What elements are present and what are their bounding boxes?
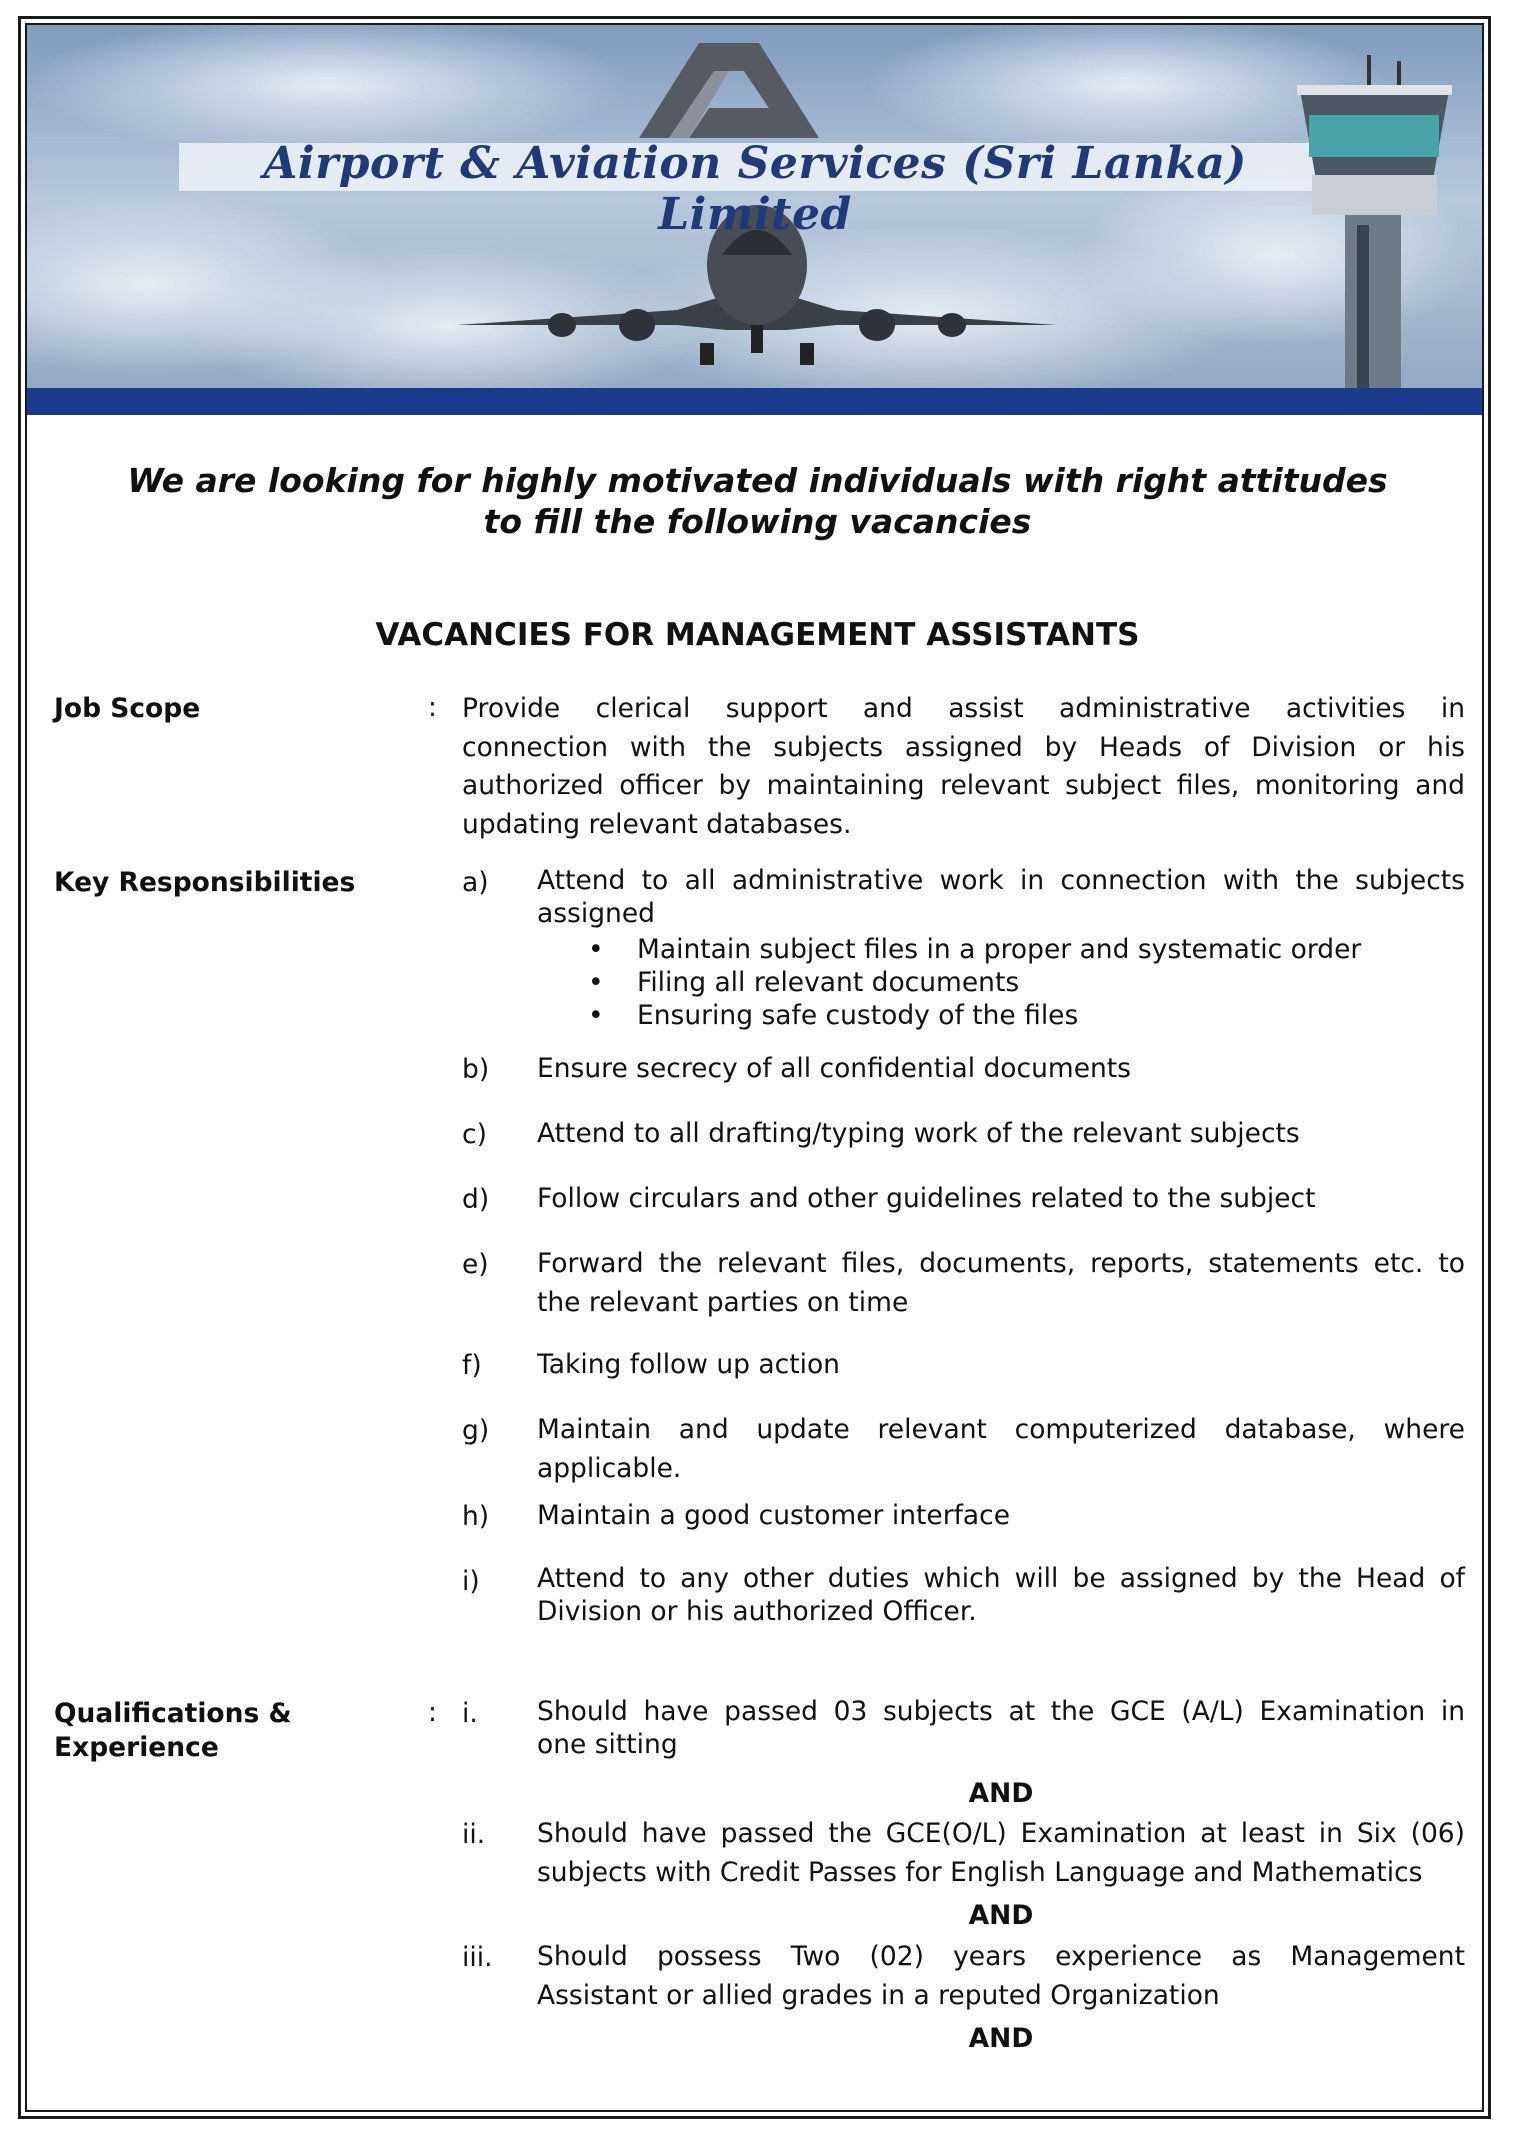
sub-bullet-item: Ensuring safe custody of the files [637,1000,1079,1031]
responsibility-item: Taking follow up action [537,1349,840,1380]
qualification-item: Should have passed 03 subjects at the GCE (A/L) Examination in one sitting [537,1696,1465,1760]
job-scope-text [462,690,1465,844]
job-scope-line: authorized officer by maintaining relevant subject files, monitoring and [462,770,1465,801]
bullet-icon: • [588,967,604,998]
company-name: Airport & Aviation Services (Sri Lanka) Limited [263,138,1247,240]
responsibility-marker: b) [462,1054,490,1085]
and-label: AND [968,2023,1034,2054]
responsibility-item: Maintain a good customer interface [537,1500,1011,1531]
job-scope-colon: : [428,692,437,723]
responsibility-item: Attend to all administrative work in connection with the subjects assigned [537,865,1465,929]
responsibility-marker: f) [462,1350,482,1381]
qualification-marker: i. [462,1698,478,1729]
qualification-item: Should have passed the GCE(O/L) Examination at least in Six (06) subjects with Credit Passes for English Language and Mathematics [537,1818,1465,1888]
responsibility-marker: i) [462,1566,480,1597]
sub-bullet-item: Maintain subject files in a proper and systematic order [637,934,1362,965]
key-responsibilities-label: Key Responsibilities [54,867,356,898]
responsibility-item: Attend to all drafting/typing work of the relevant subjects [537,1118,1300,1149]
responsibility-item: Forward the relevant files, documents, reports, statements etc. to the relevant parties on time [537,1248,1465,1318]
tagline [100,460,1415,542]
job-scope-line: updating relevant databases. [462,808,852,840]
responsibility-marker: c) [462,1119,487,1150]
responsibility-item: Maintain and update relevant computerized database, where applicable. [537,1414,1465,1484]
banner-blue-band [27,388,1482,415]
and-label: AND [968,1778,1034,1809]
responsibility-item: Follow circulars and other guidelines related to the subject [537,1183,1316,1214]
bullet-icon: • [588,1000,604,1031]
sub-bullet-item: Filing all relevant documents [637,967,1020,998]
responsibility-marker: d) [462,1184,490,1215]
job-scope-label: Job Scope [54,693,201,724]
and-label: AND [968,1900,1034,1931]
responsibility-marker: e) [462,1249,489,1280]
qualification-marker: ii. [462,1819,486,1850]
page-title: VACANCIES FOR MANAGEMENT ASSISTANTS [375,617,1140,653]
responsibility-item: Ensure secrecy of all confidential documents [537,1053,1131,1084]
responsibility-marker: g) [462,1415,490,1446]
responsibility-marker: h) [462,1501,490,1532]
qualifications-label: Qualifications & Experience [54,1698,292,1763]
qualification-item: Should possess Two (02) years experience as Management Assistant or allied grades in a reputed Organization [537,1941,1465,2011]
job-scope-line: connection with the subjects assigned by Heads of Division or his [462,731,1465,763]
job-scope-line: Provide clerical support and assist administrative activities in [462,693,1465,724]
tagline-line-2: to fill the following vacancies [483,502,1032,541]
responsibility-item: Attend to any other duties which will be assigned by the Head of Division or his authorized Officer. [537,1563,1465,1627]
bullet-icon: • [588,934,604,965]
qualification-marker: iii. [462,1942,493,1973]
qualifications-colon: : [428,1697,437,1728]
responsibility-marker: a) [462,867,489,898]
tagline-line-1: We are looking for highly motivated individuals with right attitudes [127,461,1388,500]
